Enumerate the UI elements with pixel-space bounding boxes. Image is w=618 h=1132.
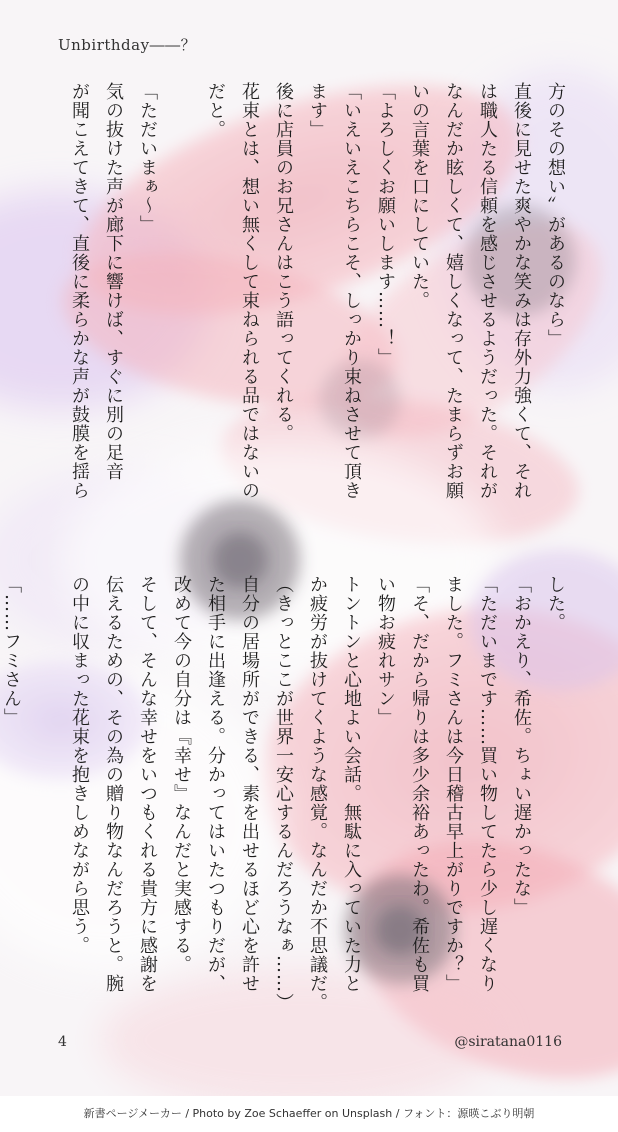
- text-line: 「ただいまです……買い物してたら少し遅くなり: [477, 575, 498, 993]
- text-line: 「……フミさん」: [1, 575, 22, 727]
- text-line: の中に収まった花束を抱きしめながら思う。: [69, 575, 90, 955]
- text-line: だと。: [205, 82, 226, 139]
- text-line: 「そ、だから帰りは多少余裕あったわ。希佐も買: [409, 575, 430, 993]
- page-number: 4: [58, 1034, 67, 1050]
- text-line: （きっとここが世界一安心するんだろうなぁ……）: [273, 575, 294, 1012]
- text-line: が聞こえてきて、直後に柔らかな声が鼓膜を揺ら: [69, 82, 90, 500]
- text-line: 花束とは、想い無くして束ねられる品ではないの: [239, 82, 260, 500]
- chapter-title: Unbirthday――？: [58, 36, 197, 54]
- text-line: か疲労が抜けてくような感覚。なんだか不思議だ。: [307, 575, 328, 1012]
- text-line: 後に店員のお兄さんはこう語ってくれる。: [273, 82, 294, 443]
- text-line: 改めて今の自分は『幸せ』なんだと実感する。: [171, 575, 192, 974]
- text-line: なんだか眩しくて、嬉しくなって、たまらずお願: [443, 82, 464, 500]
- text-line: そして、そんな幸せをいつもくれる貴方に感謝を: [137, 575, 158, 993]
- text-line: トントンと心地よい会話。無駄に入っていた力と: [341, 575, 362, 993]
- text-line: た相手に出逢える。分かってはいたつもりだが、: [205, 575, 226, 993]
- text-line: [164, 82, 198, 532]
- text-line: ます」: [307, 82, 328, 139]
- text-line: ました。フミさんは今日稽古早上がりですか？」: [443, 575, 464, 993]
- text-line: 自分の居場所ができる、素を出せるほど心を許せ: [239, 575, 260, 993]
- text-line: 方のその想い〞があるのなら」: [545, 82, 566, 348]
- text-line: 伝えるための、その為の贈り物なんだろうと。腕: [103, 575, 124, 993]
- text-line: 直後に見せた爽やかな笑みは存外力強くて、それ: [511, 82, 532, 500]
- text-line: い物お疲れサン」: [375, 575, 396, 727]
- author-handle[interactable]: @siratana0116: [454, 1034, 562, 1050]
- text-line: いの言葉を口にしていた。: [409, 82, 430, 310]
- text-line: 「いえいえこちらこそ、しっかり束ねさせて頂き: [341, 82, 362, 500]
- text-line: 「ただいまぁ〜」: [137, 82, 158, 234]
- vertical-text-block-bottom: [0, 575, 572, 1015]
- text-line: は職人たる信頼を感じさせるようだった。それが: [477, 82, 498, 500]
- text-line: [28, 575, 62, 1015]
- vertical-text-block-top: [62, 82, 572, 532]
- credit-footer: 新書ページメーカー / Photo by Zoe Schaeffer on Unsplash / フォント：源暎こぶり明朝: [0, 1096, 618, 1132]
- text-line: した。: [545, 575, 566, 632]
- text-line: 気の抜けた声が廊下に響けば、すぐに別の足音: [103, 82, 124, 481]
- text-line: 「よろしくお願いします……！」: [375, 82, 396, 367]
- text-line: 「おかえり、希佐。ちょい遅かったな」: [511, 575, 532, 917]
